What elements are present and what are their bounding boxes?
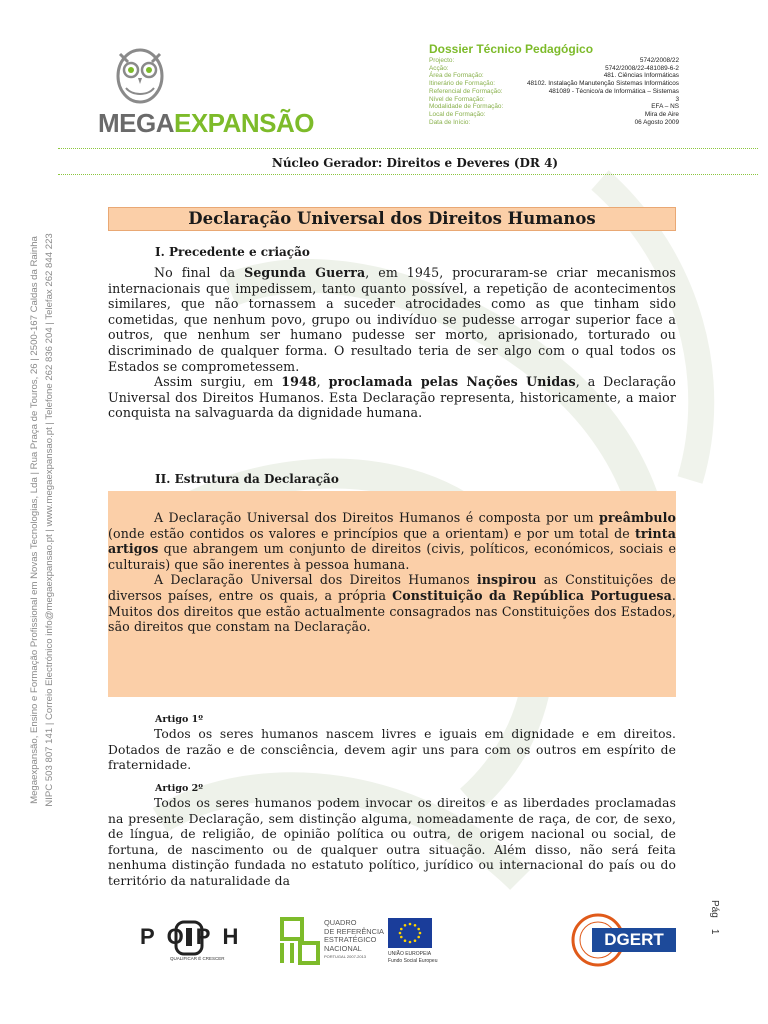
meta-label: Itinerário de Formação:: [429, 80, 496, 88]
meta-label: Área de Formação:: [429, 72, 484, 80]
meta-row: [429, 80, 679, 88]
meta-label: Referencial de Formação:: [429, 87, 503, 95]
meta-value: EFA – NS: [651, 103, 679, 111]
page-number: 1: [709, 928, 720, 935]
meta-row: [429, 103, 679, 111]
qren-line-1: QUADRO: [324, 918, 357, 927]
eu-logo: [388, 918, 448, 968]
page-indicator: [700, 900, 720, 940]
side-info-line-2: NIPC 503 807 141 | Correio Electrónico info@megaexpansao.pt | www.megaexpansao.pt | Telefone 262 836 204 | Telefax 262 844 223: [44, 233, 55, 807]
dgert-text: DGERT: [592, 928, 676, 952]
qren-line-3: ESTRATÉGICO: [324, 935, 377, 945]
section-1-heading: I. Precedente e criação: [155, 245, 310, 259]
meta-value: 5742/2008/22-481089-6-2: [605, 64, 679, 72]
meta-label: Nível de Formação:: [429, 95, 485, 103]
meta-row: [429, 119, 679, 127]
meta-value: 5742/2008/22: [639, 57, 679, 64]
page-label: Pág: [709, 900, 720, 918]
section-2-body: [108, 510, 676, 635]
meta-value: 3: [675, 95, 679, 103]
meta-row: [429, 96, 679, 104]
header-divider: [58, 148, 758, 149]
header-divider-bottom: [58, 174, 758, 175]
artigo-2-text: Todos os seres humanos podem invocar os direitos e as liberdades proclamadas na presente Declaração, sem distinção alguma, nomeadamente de raça, de cor, de sexo, de língua, de religião, de opinião política ou outra, de origem nacional ou social, de fortuna, de nascimento ou de qualquer outra situação. Além disso, não será feita nenhuma distinção fundada no estatuto político, jurídico ou internacional do país ou do território da naturalidade da: [108, 796, 676, 888]
poph-text: POPH: [140, 924, 251, 949]
artigo-2-body: [108, 796, 676, 890]
section-2-heading: II. Estrutura da Declaração: [155, 472, 339, 486]
dossier-title: Dossier Técnico Pedagógico: [429, 42, 594, 56]
meta-label: Local de Formação:: [429, 110, 486, 118]
meta-value: 481. Ciências Informáticas: [603, 72, 679, 80]
meta-value: Mira de Aire: [644, 110, 679, 118]
owl-logo-icon: [112, 40, 168, 108]
meta-label: Data de Início:: [429, 118, 471, 126]
eu-line-2: Fundo Social Europeu: [388, 957, 438, 964]
poph-logo: [140, 918, 250, 968]
megaexpansao-logo: MEGAEXPANSÃO: [98, 108, 314, 138]
meta-label: Acção:: [429, 64, 449, 72]
dgert-logo: [570, 912, 680, 968]
section-1-paragraph-1: No final da Segunda Guerra, em 1945, procuraram-se criar mecanismos internacionais que impedissem, tanto quanto possível, a repetição de acontecimentos similares, que não tornassem a suceder atrocidades como as que tinham sido cometidas, que nenhum povo, grupo ou indivíduo se pudesse arrogar superior face a outros, que nenhum ser humano pudesse ser morto, aprisionado, torturado ou discriminado de qualquer forma. O resultado teria de ser algo com o qual todos os Estados se comprometessem.: [108, 265, 676, 374]
meta-value: 481089 - Técnico/a de Informática – Sistemas: [548, 87, 679, 95]
eu-flag-icon: [388, 918, 432, 948]
meta-row: [429, 111, 679, 119]
meta-row: [429, 57, 679, 65]
qren-line-2: DE REFERÊNCIA: [324, 926, 384, 936]
meta-label: Projecto:: [429, 57, 455, 64]
artigo-1-heading: Artigo 1º: [155, 714, 204, 725]
artigo-1-body: [108, 727, 676, 774]
dossier-metadata: [429, 57, 679, 126]
artigo-2-heading: Artigo 2º: [155, 783, 204, 794]
document-title: Declaração Universal dos Direitos Humanos: [188, 209, 596, 228]
section-1-body: [108, 265, 676, 421]
meta-label: Modalidade de Formação:: [429, 103, 504, 111]
meta-row: [429, 88, 679, 96]
qren-line-5: PORTUGAL 2007-2013: [324, 954, 367, 960]
nucleo-gerador-heading: Núcleo Gerador: Direitos e Deveres (DR 4): [271, 156, 559, 170]
section-2-paragraph-1: A Declaração Universal dos Direitos Humanos é composta por um preâmbulo (onde estão contidos os valores e princípios que a orientam) e por um total de trinta artigos que abrangem um conjunto de direitos (civis, políticos, económicos, sociais e culturais) que são inerentes à pessoa humana.: [108, 510, 676, 572]
qren-logo: [278, 915, 388, 967]
meta-row: [429, 72, 679, 80]
qren-mark-icon: [278, 915, 322, 967]
qren-line-4: NACIONAL: [324, 943, 362, 953]
meta-value: 48102. Instalação Manutenção Sistemas Informáticos: [526, 80, 679, 88]
artigo-1-text: Todos os seres humanos nascem livres e iguais em dignidade e em direitos. Dotados de razão e de consciência, devem agir uns para com os outros em espírito de fraternidade.: [108, 727, 676, 773]
section-2-paragraph-2: A Declaração Universal dos Direitos Humanos inspirou as Constituições de diversos países, entre os quais, a própria Constituição da República Portuguesa. Muitos dos direitos que estão actualmente consagrados nas Constituições dos Estados, são direitos que constam na Declaração.: [108, 572, 676, 635]
poph-tagline: QUALIFICAR É CRESCER: [170, 956, 225, 961]
eu-line-1: UNIÃO EUROPEIA: [388, 951, 432, 957]
section-1-paragraph-2: Assim surgiu, em 1948, proclamada pelas Nações Unidas, a Declaração Universal dos Direitos Humanos. Esta Declaração representa, historicamente, a maior conquista na salvaguarda da dignidade humana.: [108, 374, 676, 421]
side-info-line-1: Megaexpansão, Ensino e Formação Profissional em Novas Tecnologias, Lda | Rua Praça de Touros, 26 | 2500-167 Caldas da Rainha: [29, 236, 40, 804]
meta-value: 06 Agosto 2009: [634, 118, 679, 126]
